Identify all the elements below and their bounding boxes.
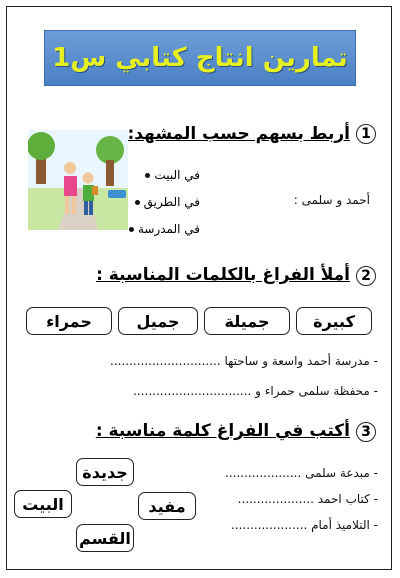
sentence-3-2: - كتاب احمد ....................: [237, 492, 378, 506]
word-box-hamra: حمراء: [26, 307, 112, 335]
street-scene-illustration: [28, 130, 128, 230]
option-home: في البيت: [145, 168, 200, 182]
section-1-number: 1: [356, 124, 376, 144]
sentence-3-1: - مبدعة سلمى ....................: [225, 466, 378, 480]
word-box-alqism: القسم: [76, 524, 134, 552]
page-title: تمارين انتاج كتابي س1: [52, 43, 348, 73]
word-box-jamil: جميل: [118, 307, 198, 335]
sentence-2-1: - مدرسة أحمد واسعة و ساحتها .............................: [110, 354, 378, 368]
section-1-title: أربط بسهم حسب المشهد:: [127, 124, 350, 144]
sentence-3-3: - التلاميذ أمام ....................: [230, 518, 378, 532]
section-3-title: أكتب في الفراغ كلمة مناسبة :: [95, 421, 350, 441]
option-school: في المدرسة: [129, 222, 200, 236]
word-box-jadida: جديدة: [76, 458, 134, 486]
sentence-2-2: - محفظة سلمى حمراء و ...............................: [133, 384, 378, 398]
worksheet-border: [6, 6, 392, 570]
option-road: في الطريق: [135, 195, 200, 209]
section-3-number: 3: [356, 422, 376, 442]
word-box-mufid: مفيد: [138, 492, 196, 520]
word-box-albayt: البيت: [14, 490, 72, 518]
word-box-jamila: جميلة: [204, 307, 290, 335]
subject-label: أحمد و سلمى :: [293, 193, 370, 207]
section-2-number: 2: [356, 266, 376, 286]
title-banner: [44, 30, 356, 86]
section-2-title: أملأ الفراغ بالكلمات المناسبة :: [96, 265, 350, 285]
word-box-kabira: كبيرة: [296, 307, 372, 335]
